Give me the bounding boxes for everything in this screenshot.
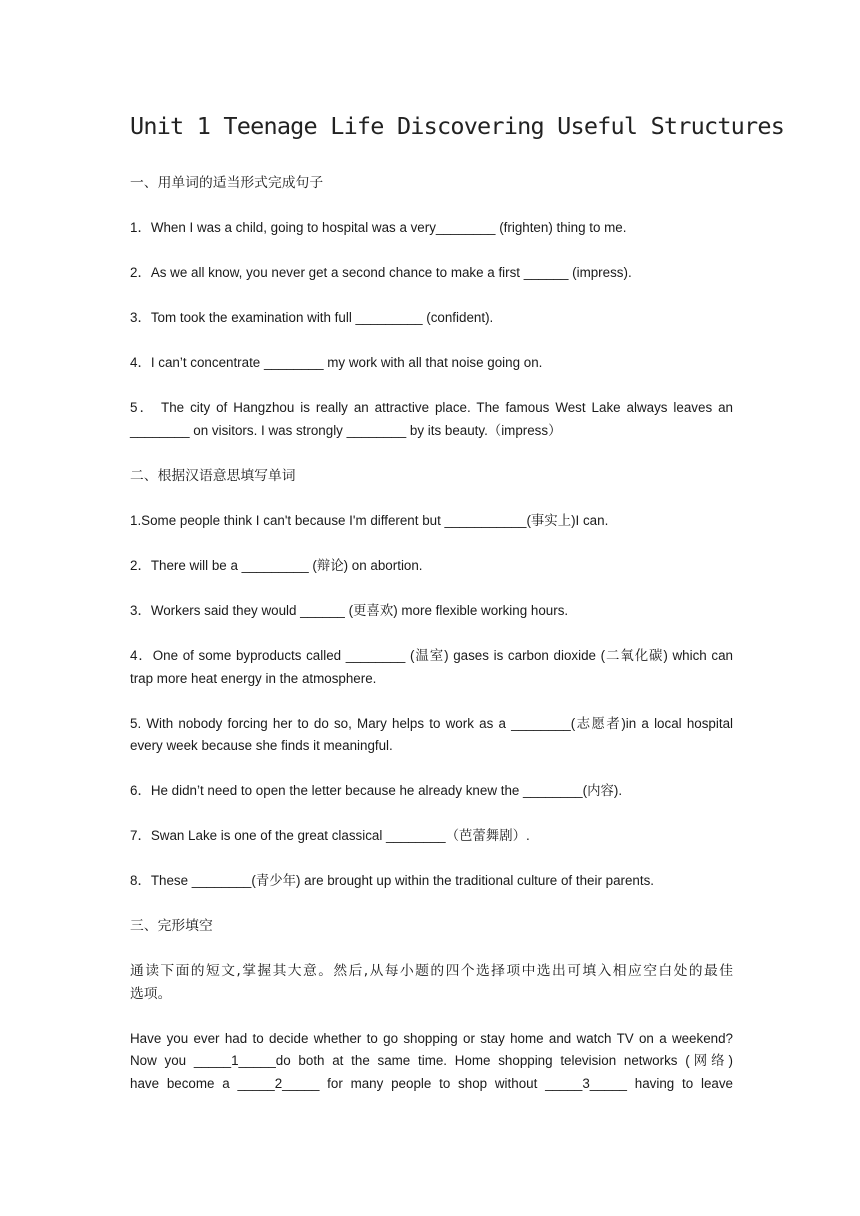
section-1-heading: 一、用单词的适当形式完成句子 (130, 175, 324, 191)
s1-item-2: 2．As we all know, you never get a second chance to make a first ______ (impress). (130, 265, 632, 280)
s1-item-4: 4．I can’t concentrate ________ my work with all that noise going on. (130, 355, 543, 370)
s1-item-5-line-2: ________ on visitors. I was strongly ________ by its beauty.（impress） (130, 423, 562, 438)
s3-passage-line-3: have become a _____2_____ for many people to shop without _____3_____ having to leave (130, 1076, 733, 1091)
s1-item-5-line-1: 5． The city of Hangzhou is really an attractive place. The famous West Lake always leaves an (130, 400, 733, 415)
s2-item-8: 8．These ________(青少年) are brought up within the traditional culture of their parents. (130, 873, 655, 888)
s2-item-1: 1.Some people think I can't because I'm different but ___________(事实上)I can. (130, 513, 609, 528)
s2-item-4-line-2: trap more heat energy in the atmosphere. (130, 671, 377, 686)
s2-item-5-line-2: every week because she finds it meaningful. (130, 738, 393, 753)
section-2-heading: 二、根据汉语意思填写单词 (130, 468, 296, 484)
s2-item-5-line-1: 5. With nobody forcing her to do so, Mary helps to work as a ________(志愿者)in a local hospital (130, 716, 733, 731)
s3-instruction-line-2: 选项。 (130, 986, 172, 1002)
s1-item-1: 1．When I was a child, going to hospital was a very________ (frighten) thing to me. (130, 220, 627, 235)
s2-item-2: 2．There will be a _________ (辩论) on abortion. (130, 558, 423, 573)
s2-item-3: 3．Workers said they would ______ (更喜欢) more flexible working hours. (130, 603, 569, 618)
s3-passage-line-2: Now you _____1_____do both at the same time. Home shopping television networks (网络) (130, 1053, 733, 1068)
s3-instruction-line-1: 通读下面的短文,掌握其大意。然后,从每小题的四个选择项中选出可填入相应空白处的最佳 (130, 963, 733, 979)
s3-passage-line-1: Have you ever had to decide whether to go shopping or stay home and watch TV on a weekend? (130, 1031, 733, 1046)
s1-item-3: 3．Tom took the examination with full _________ (confident). (130, 310, 494, 325)
s2-item-4-line-1: 4．One of some byproducts called ________ (温室) gases is carbon dioxide (二氧化碳) which can (130, 648, 733, 663)
section-3-heading: 三、完形填空 (130, 918, 213, 934)
s2-item-6: 6．He didn’t need to open the letter because he already knew the ________(内容). (130, 783, 623, 798)
s2-item-7: 7．Swan Lake is one of the great classical ________（芭蕾舞剧）. (130, 828, 530, 843)
document-title: Unit 1 Teenage Life Discovering Useful Structures (130, 112, 785, 140)
